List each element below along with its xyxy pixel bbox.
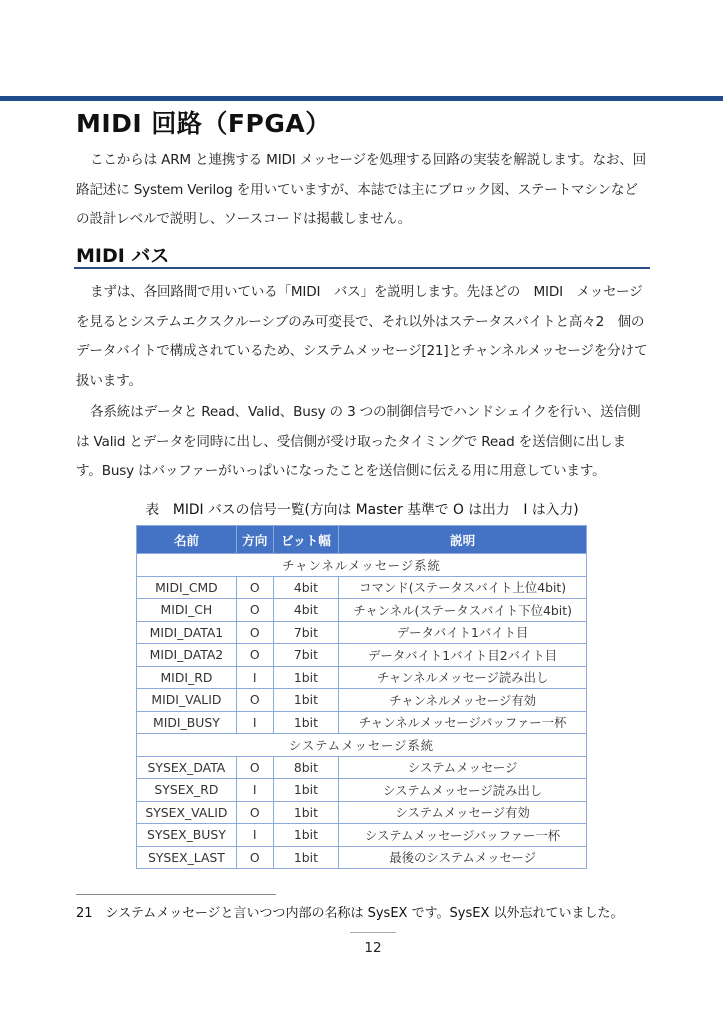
signal-description: システムメッセージ読み出し	[339, 779, 587, 802]
signal-description: チャンネルメッセージバッファー一杯	[339, 711, 587, 734]
signal-direction: O	[236, 576, 273, 599]
header-bit-width: ビット幅	[273, 526, 339, 554]
signal-description: コマンド(ステータスバイト上位4bit)	[339, 576, 587, 599]
signal-bit-width: 4bit	[273, 576, 339, 599]
signal-direction: I	[236, 779, 273, 802]
signal-description: システムメッセージ有効	[339, 801, 587, 824]
table-group-row	[137, 554, 587, 577]
signal-bit-width: 4bit	[273, 599, 339, 622]
signal-description: チャンネルメッセージ読み出し	[339, 666, 587, 689]
signal-bit-width: 8bit	[273, 756, 339, 779]
chapter-title: MIDI 回路（FPGA）	[76, 109, 331, 138]
signal-bit-width: 1bit	[273, 779, 339, 802]
header-direction: 方向	[236, 526, 273, 554]
signal-name: SYSEX_LAST	[137, 846, 237, 869]
signal-direction: O	[236, 599, 273, 622]
signal-name: MIDI_CH	[137, 599, 237, 622]
signal-description: データバイト1バイト目	[339, 621, 587, 644]
signal-direction: O	[236, 801, 273, 824]
signal-name: MIDI_RD	[137, 666, 237, 689]
signal-bit-width: 1bit	[273, 801, 339, 824]
section-heading-rule	[74, 267, 650, 269]
signal-bit-width: 7bit	[273, 644, 339, 667]
signal-name: SYSEX_DATA	[137, 756, 237, 779]
page-number-rule	[350, 932, 396, 933]
signal-description: システムメッセージバッファー一杯	[339, 824, 587, 847]
table-row	[137, 756, 587, 779]
table-row	[137, 576, 587, 599]
signal-bit-width: 1bit	[273, 689, 339, 712]
table-row	[137, 689, 587, 712]
intro-paragraph: ここからは ARM と連携する MIDI メッセージを処理する回路の実装を解説します。なお、回路記述に System Verilog を用いていますが、本誌では主にブロック図、ステートマシンなどの設計レベルで説明し、ソースコードは掲載しません。	[76, 152, 647, 227]
signal-bit-width: 1bit	[273, 666, 339, 689]
signal-description: チャンネルメッセージ有効	[339, 689, 587, 712]
table-header-row	[137, 526, 587, 554]
signal-direction: O	[236, 689, 273, 712]
footnote-rule	[76, 894, 276, 895]
signal-direction: I	[236, 824, 273, 847]
section-heading: MIDI バス	[76, 245, 170, 267]
table-row	[137, 824, 587, 847]
signal-name: MIDI_DATA1	[137, 621, 237, 644]
header-name: 名前	[137, 526, 237, 554]
table-row	[137, 801, 587, 824]
footnote: 21 システムメッセージと言いつつ内部の名称は SysEX です。SysEX 以外忘れていました。	[76, 906, 624, 921]
signal-direction: O	[236, 644, 273, 667]
signal-name: MIDI_VALID	[137, 689, 237, 712]
header-rule	[0, 96, 723, 101]
signal-direction: I	[236, 711, 273, 734]
body-paragraph: まずは、各回路間で用いている「MIDI バス」を説明します。先ほどの MIDI メッセージを見るとシステムエクスクルーシブのみ可変長で、それ以外はステータスバイトと高々2 個のデータバイトで構成されているため、システムメッセージ[21]とチャンネルメッセージを分けて扱います。	[76, 284, 648, 389]
table-row	[137, 644, 587, 667]
signal-name: MIDI_BUSY	[137, 711, 237, 734]
table-caption: 表 MIDI バスの信号一覧(方向は Master 基準で O は出力 I は入力)	[145, 502, 579, 518]
group-label: システムメッセージ系統	[137, 734, 587, 757]
signal-bit-width: 1bit	[273, 824, 339, 847]
table-row	[137, 779, 587, 802]
signal-description: 最後のシステムメッセージ	[339, 846, 587, 869]
table-row	[137, 711, 587, 734]
signal-direction: O	[236, 756, 273, 779]
header-description: 説明	[339, 526, 587, 554]
signal-description: システムメッセージ	[339, 756, 587, 779]
table-group-row	[137, 734, 587, 757]
signal-bit-width: 7bit	[273, 621, 339, 644]
signal-description: データバイト1バイト目2バイト目	[339, 644, 587, 667]
body-paragraph: 各系統はデータと Read、Valid、Busy の 3 つの制御信号でハンドシェイクを行い、送信側は Valid とデータを同時に出し、受信側が受け取ったタイミングで Read を送信側に出します。Busy はバッファーがいっぱいになったことを送信側に伝える用に用意しています。	[76, 404, 641, 479]
table-row	[137, 846, 587, 869]
signal-name: MIDI_CMD	[137, 576, 237, 599]
table-row	[137, 621, 587, 644]
signal-name: SYSEX_VALID	[137, 801, 237, 824]
table-row	[137, 599, 587, 622]
signal-bit-width: 1bit	[273, 846, 339, 869]
signal-bit-width: 1bit	[273, 711, 339, 734]
signal-direction: O	[236, 621, 273, 644]
group-label: チャンネルメッセージ系統	[137, 554, 587, 577]
signal-direction: I	[236, 666, 273, 689]
table-row	[137, 666, 587, 689]
signal-description: チャンネル(ステータスバイト下位4bit)	[339, 599, 587, 622]
signal-table	[136, 525, 587, 869]
signal-name: SYSEX_BUSY	[137, 824, 237, 847]
signal-direction: O	[236, 846, 273, 869]
signal-name: SYSEX_RD	[137, 779, 237, 802]
page-number: 12	[364, 940, 382, 956]
signal-name: MIDI_DATA2	[137, 644, 237, 667]
